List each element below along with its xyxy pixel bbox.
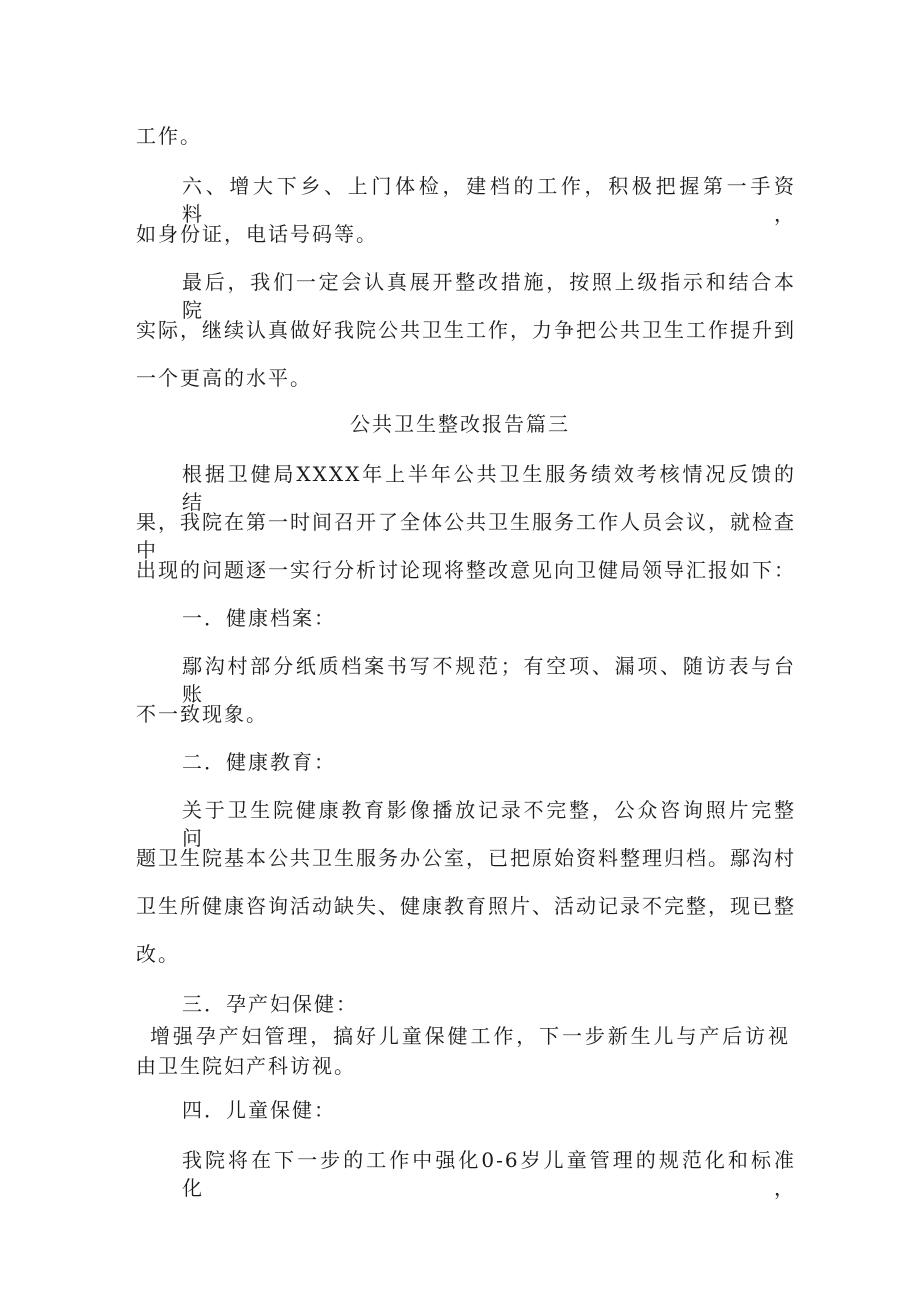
section-heading: 二．健康教育：	[182, 750, 336, 774]
paragraph-line: 一个更高的水平。	[136, 366, 312, 390]
paragraph-line: 工作。	[136, 124, 202, 148]
paragraph-line: 出现的问题逐一实行分析讨论现将整改意见向卫健局领导汇报如下：	[136, 558, 796, 582]
paragraph-line: 由卫生院妇产科访视。	[136, 1054, 356, 1078]
paragraph-line: 我院将在下一步的工作中强化0-6岁儿童管理的规范化和标准化，	[182, 1148, 796, 1200]
paragraph-line: 鄢沟村部分纸质档案书写不规范；有空项、漏项、随访表与台账	[182, 654, 796, 706]
section-heading: 三．孕产妇保健：	[182, 992, 358, 1016]
paragraph-line: 不一致现象。	[136, 702, 268, 726]
paragraph-line: 根据卫健局XXXX年上半年公共卫生服务绩效考核情况反馈的结	[182, 462, 796, 514]
paragraph-line: 最后，我们一定会认真展开整改措施，按照上级指示和结合本院	[182, 270, 796, 322]
paragraph-line: 果，我院在第一时间召开了全体公共卫生服务工作人员会议，就检查中	[136, 510, 796, 562]
section-heading: 四．儿童保健：	[182, 1098, 336, 1122]
paragraph-line: 增强孕产妇管理，搞好儿童保健工作，下一步新生儿与产后访视	[150, 1024, 790, 1048]
paragraph-line: 关于卫生院健康教育影像播放记录不完整，公众咨询照片完整问	[182, 798, 796, 850]
section-title: 公共卫生整改报告篇三	[350, 412, 570, 436]
paragraph-line: 题卫生院基本公共卫生服务办公室，已把原始资料整理归档。鄢沟村	[136, 846, 796, 870]
paragraph-line: 六、增大下乡、上门体检，建档的工作，积极把握第一手资料，	[182, 174, 796, 226]
paragraph-line: 实际，继续认真做好我院公共卫生工作，力争把公共卫生工作提升到	[136, 318, 796, 342]
paragraph-line: 卫生所健康咨询活动缺失、健康教育照片、活动记录不完整，现已整	[136, 894, 796, 918]
paragraph-line: 如身份证，电话号码等。	[136, 222, 378, 246]
paragraph-line: 改。	[136, 942, 180, 966]
section-heading: 一．健康档案：	[182, 606, 336, 630]
